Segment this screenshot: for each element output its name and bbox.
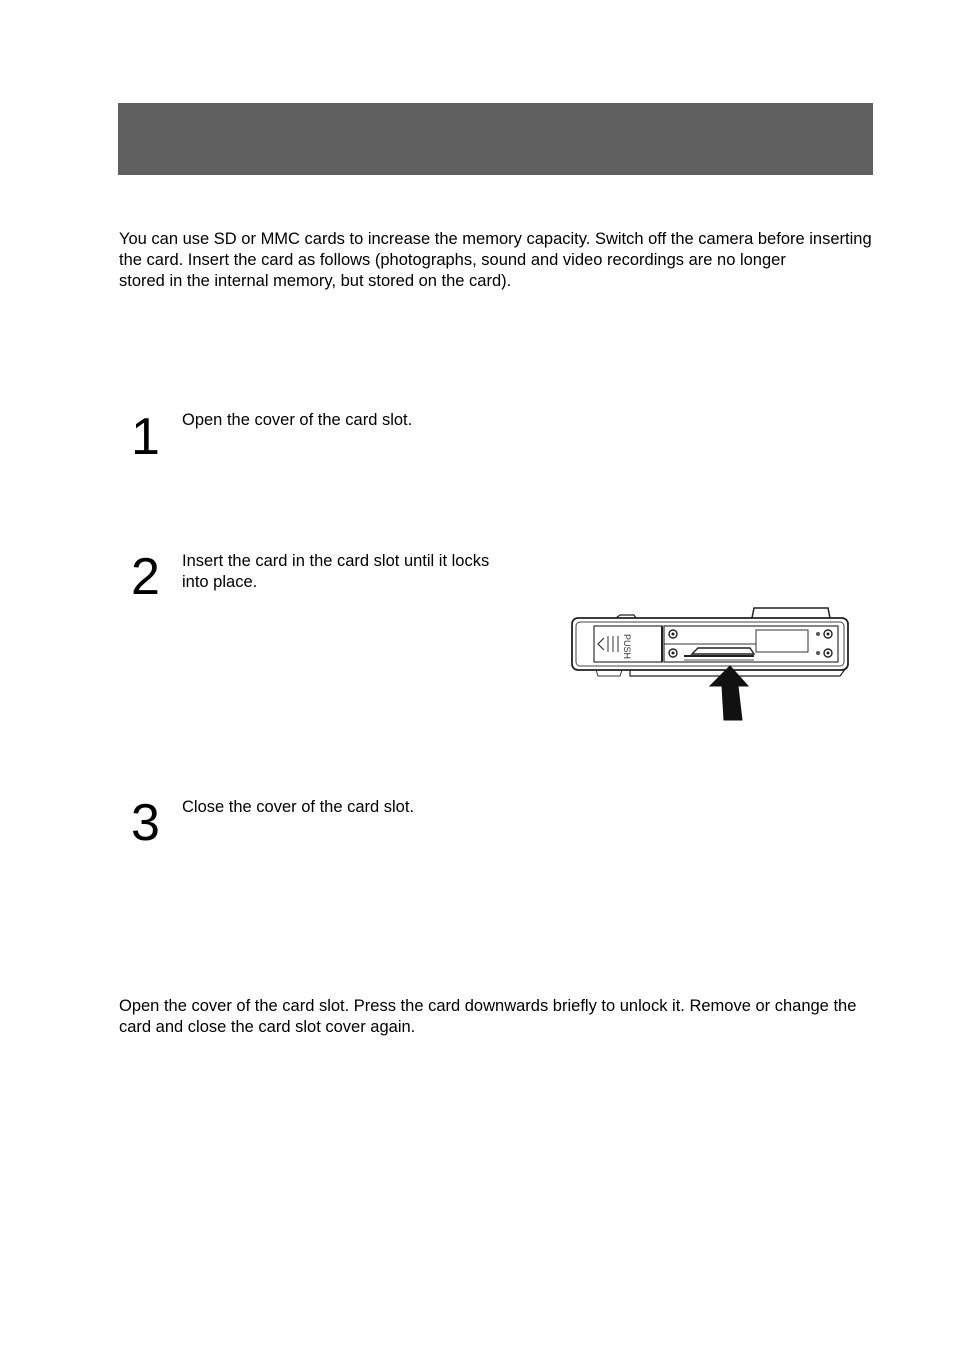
step-1-number: 1 — [131, 408, 160, 466]
step-2-text: Insert the card in the card slot until it locks into place. — [182, 552, 490, 591]
step-2-number: 2 — [131, 548, 160, 606]
step-3-text: Close the cover of the card slot. — [182, 798, 415, 816]
step-3-number: 3 — [131, 794, 160, 852]
intro-line-2: stored in the internal memory, but stored on the card). — [119, 272, 512, 290]
intro-paragraph — [119, 229, 879, 292]
step-1-text: Open the cover of the card slot. — [182, 411, 413, 429]
push-label: PUSH — [622, 634, 632, 660]
camera-card-slot-illustration — [566, 606, 854, 722]
section-header-bar — [118, 103, 873, 175]
outro-paragraph: Open the cover of the card slot. Press the card downwards briefly to unlock it. Remove or change the card and close the card slot cover again. — [119, 997, 857, 1036]
intro-line-1: You can use SD or MMC cards to increase the memory capacity. Switch off the camera before inserting the card. Insert the card as follows (photographs, sound and video recordings are no longer — [119, 230, 872, 269]
